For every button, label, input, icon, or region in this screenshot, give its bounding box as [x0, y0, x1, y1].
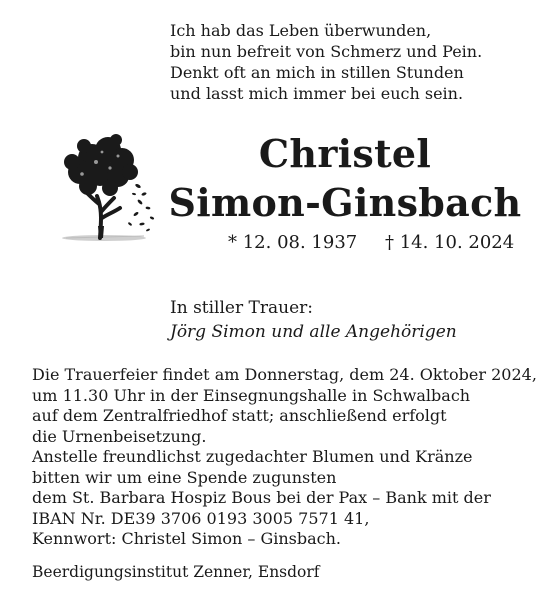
details-line: Kennwort: Christel Simon – Ginsbach. — [32, 529, 342, 548]
details-line: die Urnenbeisetzung. — [32, 426, 207, 446]
mourning-heading: In stiller Trauer: — [170, 298, 313, 318]
mourning-block — [170, 296, 457, 344]
deceased-last-name: Simon-Ginsbach — [168, 180, 522, 225]
details-line: dem St. Barbara Hospiz Bous bei der Pax – Bank mit der — [32, 488, 491, 507]
details-line: Anstelle freundlichst zugedachter Blumen und Kränze — [32, 447, 473, 466]
details-line: auf dem Zentralfriedhof statt; anschließend erfolgt — [32, 406, 447, 425]
funeral-details — [32, 365, 537, 550]
tree-icon — [52, 128, 160, 246]
poem-line: Ich hab das Leben überwunden, — [170, 21, 432, 40]
poem-line: und lasst mich immer bei euch sein. — [170, 84, 464, 103]
poem — [170, 20, 482, 104]
poem-line: bin nun befreit von Schmerz und Pein. — [170, 42, 483, 61]
life-dates — [228, 232, 514, 253]
details-line: IBAN Nr. DE39 3706 0193 3005 7571 41, — [32, 508, 370, 528]
details-line: um 11.30 Uhr in der Einsegnungshalle in Schwalbach — [32, 385, 471, 405]
details-line: bitten wir um eine Spende zugunsten — [32, 467, 337, 487]
deceased-first-name: Christel — [258, 131, 432, 176]
death-date: † 14. 10. 2024 — [384, 232, 515, 253]
birth-date: * 12. 08. 1937 — [228, 232, 358, 253]
mourners: Jörg Simon und alle Angehörigen — [170, 322, 457, 342]
undertaker: Beerdigungsinstitut Zenner, Ensdorf — [32, 563, 320, 581]
poem-line: Denkt oft an mich in stillen Stunden — [170, 63, 464, 82]
details-line: Die Trauerfeier findet am Donnerstag, dem 24. Oktober 2024, — [32, 365, 537, 384]
